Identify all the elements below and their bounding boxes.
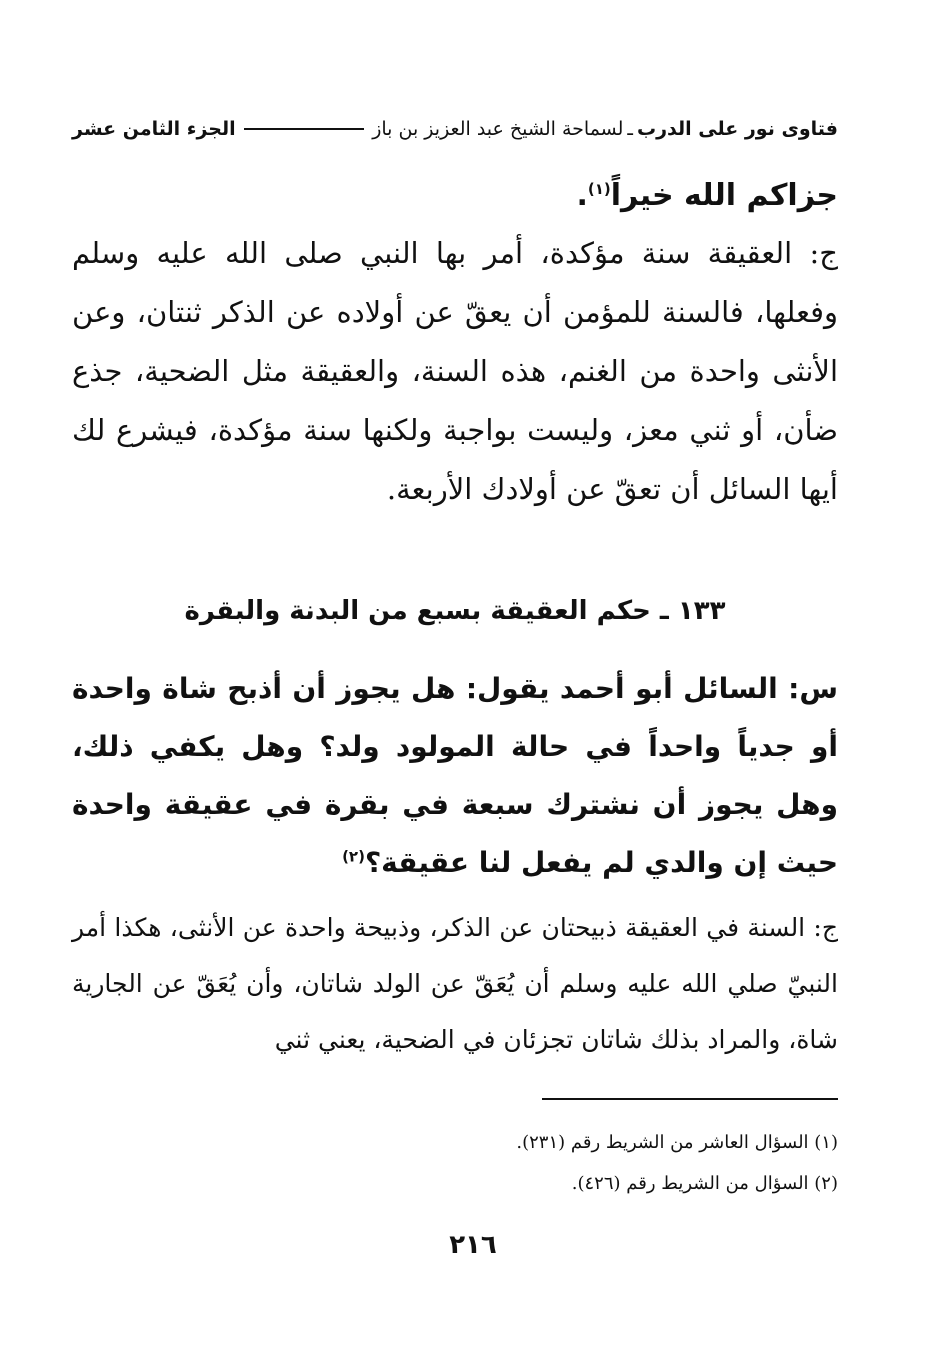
- running-header: [72, 112, 838, 146]
- section-dash: ـ: [659, 596, 669, 626]
- footnote-2: (٢) السؤال من الشريط رقم (٤٢٦).: [571, 1173, 838, 1194]
- intro-end: .: [576, 178, 588, 213]
- footnote-rule: [542, 1098, 838, 1100]
- intro-text: جزاكم الله خيراً: [610, 178, 838, 213]
- answer-paragraph-1: ج: العقيقة سنة مؤكدة، أمر بها النبي صلى الله عليه وسلم وفعلها، فالسنة للمؤمن أن يعقّ عن أولاده عن الذكر ثنتان، وعن الأنثى واحدة من الغنم، هذه السنة، والعقيقة مثل الضحية، جذع ضأن، أو ثني معز، وليست بواجبة ولكنها سنة مؤكدة، فيشرع لك أيها السائل أن تعقّ عن أولادك الأربعة.: [72, 236, 838, 506]
- question-paragraph: [72, 660, 838, 892]
- footnote-ref-2: (٢): [342, 847, 365, 866]
- footnote-ref-1: (١): [587, 180, 611, 198]
- answer-paragraph-2: ج: السنة في العقيقة ذبيحتان عن الذكر، وذبيحة واحدة عن الأنثى، هكذا أمر النبيّ صلي الله عليه وسلم أن يُعَقّ عن الولد شاتان، وأن يُعَقّ عن الجارية شاة، والمراد بذلك شاتان تجزئان في الضحية، يعني ثني: [72, 913, 838, 1054]
- intro-line: [72, 166, 838, 225]
- footnote-1: (١) السؤال العاشر من الشريط رقم (٢٣١).: [516, 1132, 838, 1153]
- question-text: س: السائل أبو أحمد يقول: هل يجوز أن أذبح شاة واحدة أو جدياً واحداً في حالة المولود ولد؟ وهل يكفي ذلك، وهل يجوز أن نشترك سبعة في بقرة في عقيقة واحدة حيث إن والدي لم يفعل لنا عقيقة؟: [72, 672, 838, 879]
- section-heading: [72, 596, 838, 626]
- header-part: الجزء الثامن عشر: [72, 118, 236, 140]
- footnotes: [72, 1122, 838, 1204]
- section-number: ١٣٣: [677, 596, 726, 626]
- page-number: ٢١٦: [449, 1230, 497, 1260]
- header-author: لسماحة الشيخ عبد العزيز بن باز: [372, 118, 624, 140]
- header-rule: [244, 128, 365, 130]
- header-book-title: فتاوى نور على الدرب: [637, 118, 838, 140]
- section-title: حكم العقيقة بسبع من البدنة والبقرة: [184, 596, 651, 626]
- header-separator: ـ: [627, 118, 633, 140]
